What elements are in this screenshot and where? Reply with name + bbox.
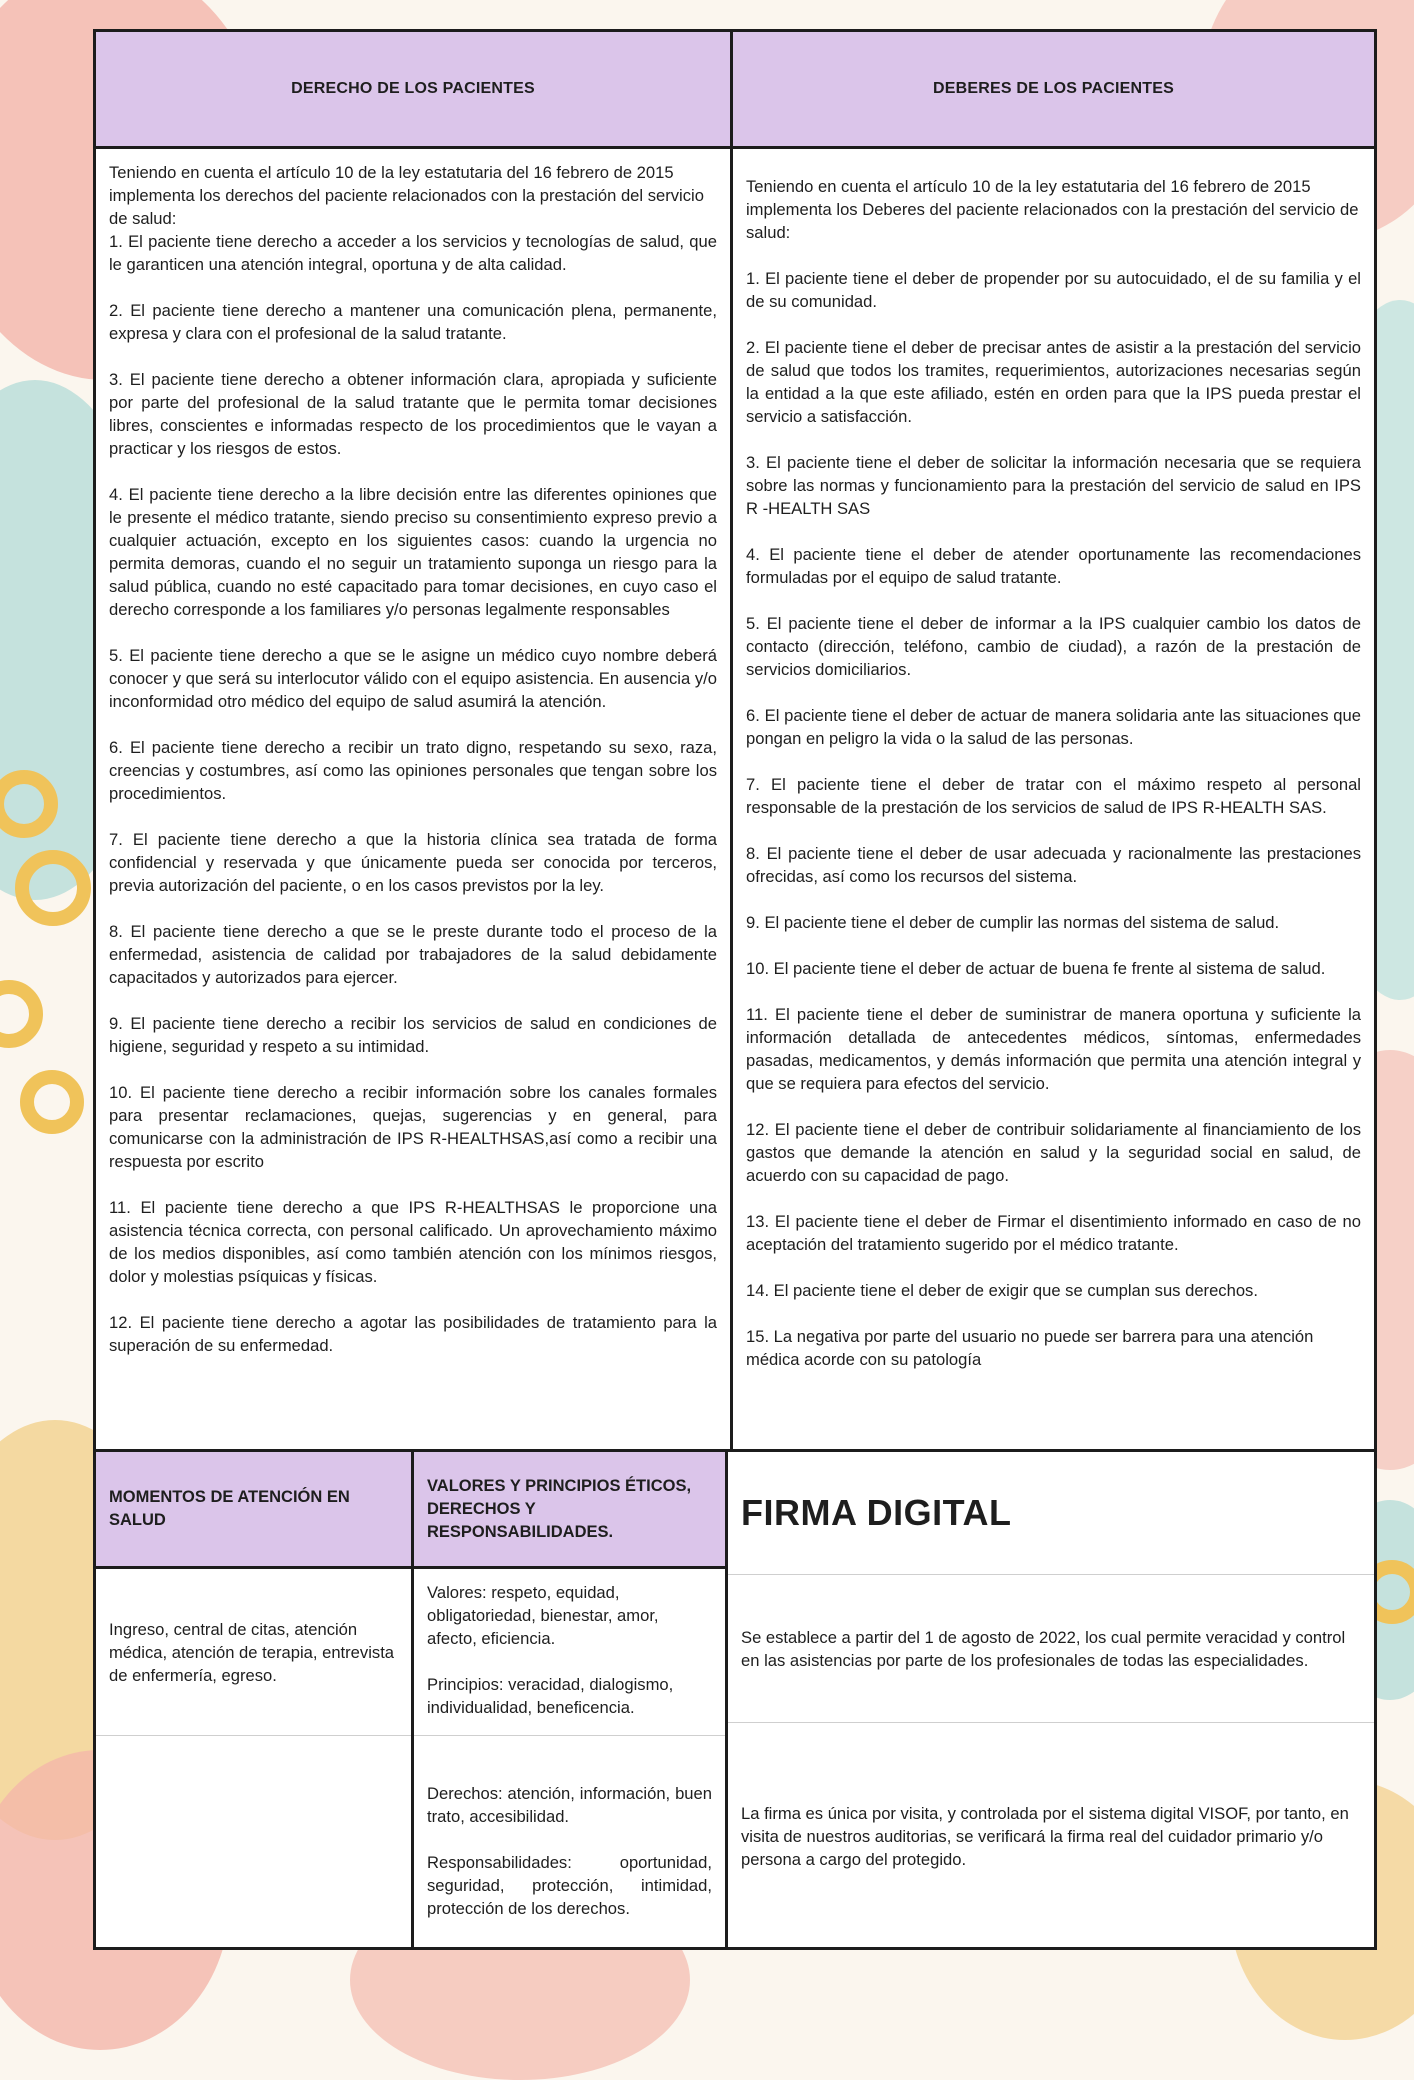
deberes-header: DEBERES DE LOS PACIENTES xyxy=(733,32,1374,149)
derecho-item: 9. El paciente tiene derecho a recibir los servicios de salud en condiciones de higiene, seguridad y respeto a su intimidad. xyxy=(109,1014,717,1056)
derechos-body xyxy=(96,149,730,1357)
rights-duties-table xyxy=(96,32,1374,1449)
derechos-header: DERECHO DE LOS PACIENTES xyxy=(96,32,730,149)
derechos-text: Derechos: atención, información, buen trato, accesibilidad. xyxy=(427,1784,712,1826)
row-divider xyxy=(96,1735,411,1736)
bottom-section xyxy=(96,1449,1374,1950)
deber-item: 14. El paciente tiene el deber de exigir que se cumplan sus derechos. xyxy=(746,1281,1258,1300)
deber-item: 3. El paciente tiene el deber de solicitar la información necesaria que se requiera sobre las normas y funcionamiento para la prestación del servicio de salud en IPS R -HEALTH SAS xyxy=(746,453,1361,518)
responsabilidades-text: Responsabilidades: oportunidad, seguridad, protección, intimidad, protección de los derechos. xyxy=(427,1853,712,1918)
valores-header: VALORES Y PRINCIPIOS ÉTICOS, DERECHOS Y RESPONSABILIDADES. xyxy=(414,1452,725,1569)
deberes-intro: Teniendo en cuenta el artículo 10 de la ley estatutaria del 16 febrero de 2015 implementa los Deberes del paciente relacionados con la prestación del servicio de salud: xyxy=(746,177,1359,242)
derecho-item: 2. El paciente tiene derecho a mantener una comunicación plena, permanente, expresa y clara con el profesional de la salud tratante. xyxy=(109,301,717,343)
deber-item: 4. El paciente tiene el deber de atender oportunamente las recomendaciones formuladas por el equipo de salud tratante. xyxy=(746,545,1361,587)
yellow-ring xyxy=(0,980,43,1048)
derecho-item: 12. El paciente tiene derecho a agotar las posibilidades de tratamiento para la superación de su enfermedad. xyxy=(109,1313,717,1355)
deber-item: 2. El paciente tiene el deber de precisar antes de asistir a la prestación del servicio de salud que todos los tramites, requerimientos, autorizaciones necesarias según la entidad a la que este afiliado, estén en orden para que la IPS pueda prestar el servicio a satisfacción. xyxy=(746,338,1361,426)
momentos-text: Ingreso, central de citas, atención médica, atención de terapia, entrevista de enfermería, egreso. xyxy=(109,1619,395,1685)
derecho-item: 5. El paciente tiene derecho a que se le asigne un médico cuyo nombre deberá conocer y que será su interlocutor válido con el equipo asistencia. En ausencia y/o inconformidad otro médico del equipo de salud asumirá la atención. xyxy=(109,646,717,711)
derecho-item: 10. El paciente tiene derecho a recibir información sobre los canales formales para presentar reclamaciones, quejas, sugerencias y en general, para comunicarse con la administración de IPS R-HEALTHSAS,así como a recibir una respuesta por escrito xyxy=(109,1083,717,1171)
principios-text: Principios: veracidad, dialogismo, individualidad, beneficencia. xyxy=(427,1675,674,1717)
deber-item: 8. El paciente tiene el deber de usar adecuada y racionalmente las prestaciones ofrecidas, así como los recursos del sistema. xyxy=(746,844,1361,886)
derechos-column xyxy=(96,32,733,1449)
valores-text: Valores: respeto, equidad, obligatoriedad, bienestar, amor, afecto, eficiencia. xyxy=(427,1583,659,1648)
momentos-header: MOMENTOS DE ATENCIÓN EN SALUD xyxy=(96,1452,411,1569)
deber-item: 15. La negativa por parte del usuario no puede ser barrera para una atención médica acorde con su patología xyxy=(746,1327,1314,1369)
deber-item: 7. El paciente tiene el deber de tratar con el máximo respeto al personal responsable de la prestación de los servicios de salud de IPS R-HEALTH SAS. xyxy=(746,775,1361,817)
derecho-item: 6. El paciente tiene derecho a recibir un trato digno, respetando su sexo, raza, creencias y costumbres, así como las opiniones personales que tengan sobre los procedimientos. xyxy=(109,738,717,803)
derecho-item: 4. El paciente tiene derecho a la libre decisión entre las diferentes opiniones que le presente el médico tratante, siendo preciso su consentimiento expreso previo a cualquier actuación, excepto en los siguientes casos: cuando la urgencia no permita demoras, cuando el no seguir un tratamiento suponga un riesgo para la salud pública, cuando no esté capacitado para tomar decisiones, en cuyo caso el derecho corresponde a los familiares y/o personas legalmente responsables xyxy=(109,485,717,619)
valores-column xyxy=(414,1452,728,1950)
deber-item: 5. El paciente tiene el deber de informar a la IPS cualquier cambio los datos de contacto (dirección, teléfono, cambio de ciudad), a razón de la prestación de servicios domiciliarios. xyxy=(746,614,1361,679)
deber-item: 11. El paciente tiene el deber de suministrar de manera oportuna y suficiente la información detallada de antecedentes médicos, síntomas, enfermedades pasadas, medicamentos, y demás información que permita una atención integral y que se requiera para efectos del servicio. xyxy=(746,1005,1361,1093)
firma-title-cell xyxy=(728,1452,1374,1574)
firma-title: FIRMA DIGITAL xyxy=(741,1492,1012,1533)
derecho-item: 8. El paciente tiene derecho a que se le preste durante todo el proceso de la enfermedad, asistencia de calidad por trabajadores de la salud debidamente capacitados y autorizados para ejercer. xyxy=(109,922,717,987)
document-sheet xyxy=(93,29,1377,1950)
derechos-responsabilidades-cell xyxy=(414,1736,725,1950)
deber-item: 10. El paciente tiene el deber de actuar de buena fe frente al sistema de salud. xyxy=(746,959,1326,978)
derechos-intro: Teniendo en cuenta el artículo 10 de la ley estatutaria del 16 febrero de 2015 implementa los derechos del paciente relacionados con la prestación del servicio de salud: xyxy=(109,163,704,228)
derecho-item: 7. El paciente tiene derecho a que la historia clínica sea tratada de forma confidencial y reservada y que únicamente pueda ser conocida por terceros, previa autorización del paciente, o en los casos previstos por la ley. xyxy=(109,830,717,895)
derecho-item: 11. El paciente tiene derecho a que IPS R-HEALTHSAS le proporcione una asistencia técnica correcta, con personal calificado. Un aprovechamiento máximo de los medios disponibles, así como también atención con los mínimos riesgos, dolor y molestias psíquicas y físicas. xyxy=(109,1198,717,1286)
deber-item: 12. El paciente tiene el deber de contribuir solidariamente al financiamiento de los gastos que demande la atención en salud y la seguridad social en salud, de acuerdo con su capacidad de pago. xyxy=(746,1120,1361,1185)
deber-item: 6. El paciente tiene el deber de actuar de manera solidaria ante las situaciones que pongan en peligro la vida o la salud de las personas. xyxy=(746,706,1361,748)
deber-item: 13. El paciente tiene el deber de Firmar el disentimiento informado en caso de no aceptación del tratamiento sugerido por el médico tratante. xyxy=(746,1212,1361,1254)
derecho-item: 1. El paciente tiene derecho a acceder a los servicios y tecnologías de salud, que le garanticen una atención integral, oportuna y de alta calidad. xyxy=(109,232,717,274)
yellow-ring xyxy=(15,850,91,926)
firma-column xyxy=(728,1452,1374,1950)
deber-item: 1. El paciente tiene el deber de propender por su autocuidado, el de su familia y el de su comunidad. xyxy=(746,269,1361,311)
deberes-column xyxy=(733,32,1374,1449)
momentos-column xyxy=(96,1452,414,1950)
firma-text-1: Se establece a partir del 1 de agosto de 2022, los cual permite veracidad y control en las asistencias por parte de los profesionales de todas las especialidades. xyxy=(741,1627,1346,1670)
deberes-body xyxy=(733,149,1374,1371)
derecho-item: 3. El paciente tiene derecho a obtener información clara, apropiada y suficiente por parte del profesional de la salud tratante que le permita tomar decisiones libres, conscientes e informadas respecto de los procedimientos que le vayan a practicar y los riesgos de estos. xyxy=(109,370,717,458)
firma-text-2: La firma es única por visita, y controlada por el sistema digital VISOF, por tanto, en visita de nuestros auditorias, se verificará la firma real del cuidador primario y/o persona a cargo del protegido. xyxy=(741,1804,1349,1869)
valores-cell xyxy=(414,1569,725,1735)
deber-item: 9. El paciente tiene el deber de cumplir las normas del sistema de salud. xyxy=(746,913,1280,932)
yellow-ring xyxy=(20,1070,84,1134)
